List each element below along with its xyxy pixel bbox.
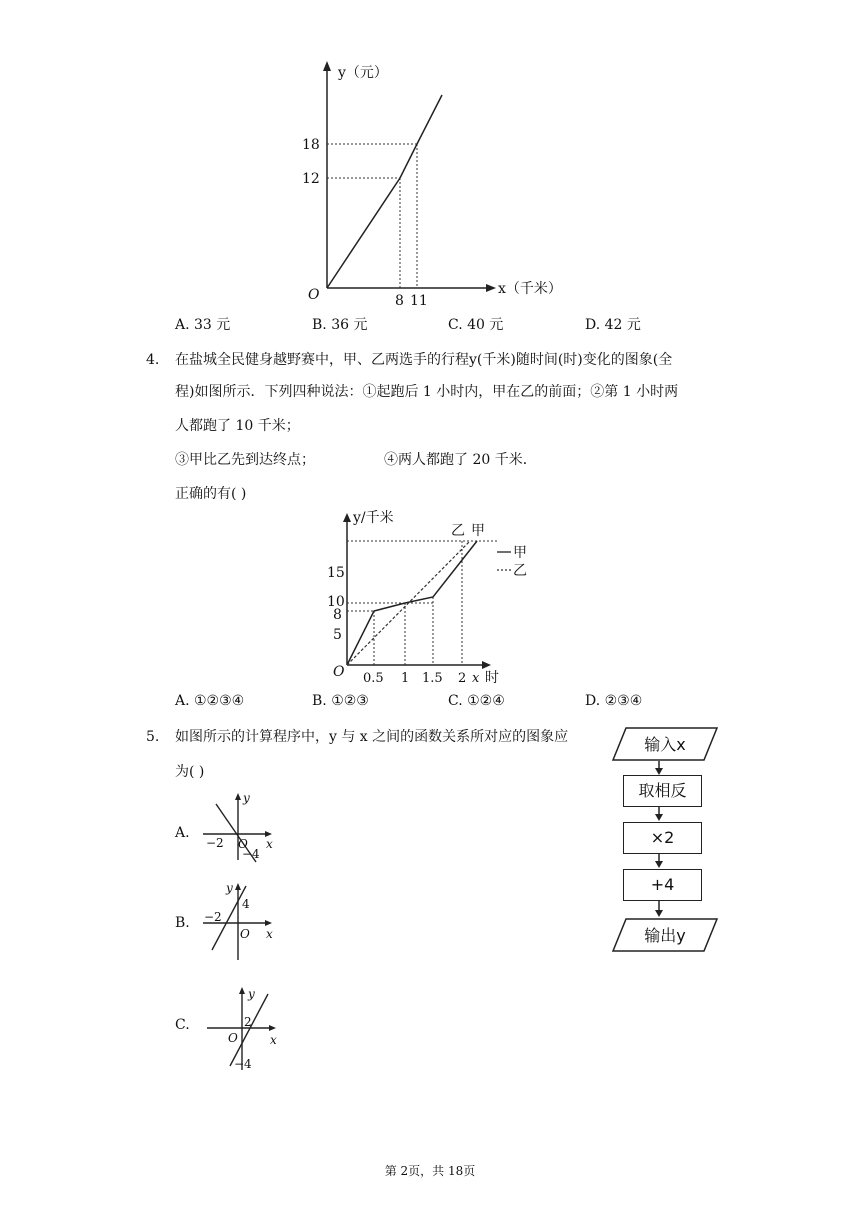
q4-origin: O <box>333 664 345 680</box>
q4-y-tick-10: 10 <box>327 594 345 610</box>
q3-fare-line <box>327 95 442 288</box>
q5-b-xlabel: x <box>266 927 273 941</box>
q4-y-arrow <box>343 513 351 522</box>
q4-x-tick-2: 2 <box>458 671 467 686</box>
q4-line-2: 程)如图所示．下列四种说法：①起跑后 1 小时内，甲在乙的前面；②第 1 小时两 <box>175 384 679 400</box>
q4-line-3: 人都跑了 10 千米； <box>175 418 300 434</box>
flowchart-input <box>612 727 718 761</box>
q4-top-label-yi: 乙 <box>451 523 465 539</box>
q4-option-d[interactable]: D. ②③④ <box>585 693 643 709</box>
q5-c-xint: 2 <box>244 1015 252 1029</box>
q5-line-2: 为( ) <box>175 764 205 780</box>
q5-b-xint: −2 <box>204 910 222 924</box>
q5-c-line <box>230 994 268 1066</box>
q4-top-label-jia: 甲 <box>471 523 485 539</box>
q4-option-a[interactable]: A. ①②③④ <box>175 693 245 709</box>
q5-a-yint: −4 <box>242 847 260 861</box>
q5-c-ylabel: y <box>248 987 255 1001</box>
q5-option-b-graph[interactable] <box>198 878 278 963</box>
q5-b-yint: 4 <box>242 897 250 911</box>
q5-a-xint: −2 <box>206 836 224 850</box>
q3-option-b[interactable]: B. 36 元 <box>312 317 368 333</box>
q5-c-xlabel: x <box>270 1033 277 1047</box>
q4-y-tick-8: 8 <box>333 607 342 623</box>
q4-y-label: y/千米 <box>353 510 394 526</box>
q4-series-yi <box>347 541 470 665</box>
q3-option-a[interactable]: A. 33 元 <box>175 317 231 333</box>
q3-y-tick-18: 18 <box>302 137 320 153</box>
q3-x-label: x（千米） <box>498 281 562 297</box>
q5-c-yint: −4 <box>234 1057 252 1071</box>
q5-a-origin: O <box>238 837 248 851</box>
q4-statement-3: ③甲比乙先到达终点； <box>175 452 315 468</box>
flowchart-arrow-2 <box>652 807 666 821</box>
flowchart-times-2: ×2 <box>623 822 702 854</box>
flowchart-output-label: 输出y <box>644 926 686 945</box>
q4-y-tick-15: 15 <box>327 565 345 581</box>
q5-line-1: 如图所示的计算程序中，y 与 x 之间的函数关系所对应的图象应 <box>175 729 569 745</box>
page-footer: 第 2页，共 18页 <box>384 1164 476 1178</box>
q3-option-d[interactable]: D. 42 元 <box>585 317 641 333</box>
q4-x-tick-05: 0.5 <box>363 671 384 686</box>
q3-x-tick-11: 11 <box>410 293 428 309</box>
flowchart-output <box>612 918 718 952</box>
q4-x-unit: 时 <box>485 670 499 686</box>
q5-b-ylabel: y <box>226 881 233 895</box>
q3-y-label: y（元） <box>338 65 388 81</box>
q4-question: 正确的有( ) <box>175 486 247 502</box>
q3-y-tick-12: 12 <box>302 171 320 187</box>
q3-x-arrow <box>486 284 496 292</box>
flowchart-plus-4: +4 <box>623 869 702 901</box>
q4-x-tick-1: 1 <box>401 671 410 686</box>
q4-option-c[interactable]: C. ①②④ <box>448 693 505 709</box>
flowchart-negate: 取相反 <box>623 775 702 807</box>
q5-option-c-graph[interactable] <box>200 982 285 1072</box>
q4-line-1: 在盐城全民健身越野赛中，甲、乙两选手的行程y(千米)随时间(时)变化的图象(全 <box>175 352 673 368</box>
q3-y-arrow <box>323 61 331 71</box>
q4-legend-yi: 乙 <box>513 563 527 579</box>
flowchart-arrow-4 <box>652 901 666 917</box>
q5-option-b-letter[interactable]: B. <box>175 915 190 931</box>
flowchart-arrow-1 <box>652 761 666 775</box>
q3-chart <box>290 55 590 310</box>
q5-a-xlabel: x <box>266 837 273 851</box>
q4-legend-jia: 甲 <box>513 545 527 561</box>
q5-option-c-letter[interactable]: C. <box>175 1017 190 1033</box>
q4-option-b[interactable]: B. ①②③ <box>312 693 369 709</box>
q5-c-origin: O <box>228 1031 238 1045</box>
flowchart-input-label: 输入x <box>644 735 686 754</box>
q4-chart <box>325 505 540 690</box>
q5-a-ylabel: y <box>243 791 250 805</box>
q4-y-tick-5: 5 <box>333 627 342 643</box>
q4-x-arrow <box>482 661 491 669</box>
q4-number: 4. <box>146 352 160 368</box>
q3-option-c[interactable]: C. 40 元 <box>448 317 504 333</box>
q3-x-tick-8: 8 <box>395 293 404 309</box>
q4-x-tick-15: 1.5 <box>422 671 443 686</box>
q5-b-origin: O <box>240 927 250 941</box>
q4-statement-4: ④两人都跑了 20 千米． <box>384 452 537 468</box>
q3-origin: O <box>308 287 320 303</box>
q5-option-a-letter[interactable]: A. <box>175 825 190 841</box>
flowchart-arrow-3 <box>652 854 666 868</box>
q4-x-var: x <box>472 671 480 686</box>
q5-option-a-graph[interactable] <box>198 790 278 865</box>
q5-number: 5. <box>146 729 160 745</box>
